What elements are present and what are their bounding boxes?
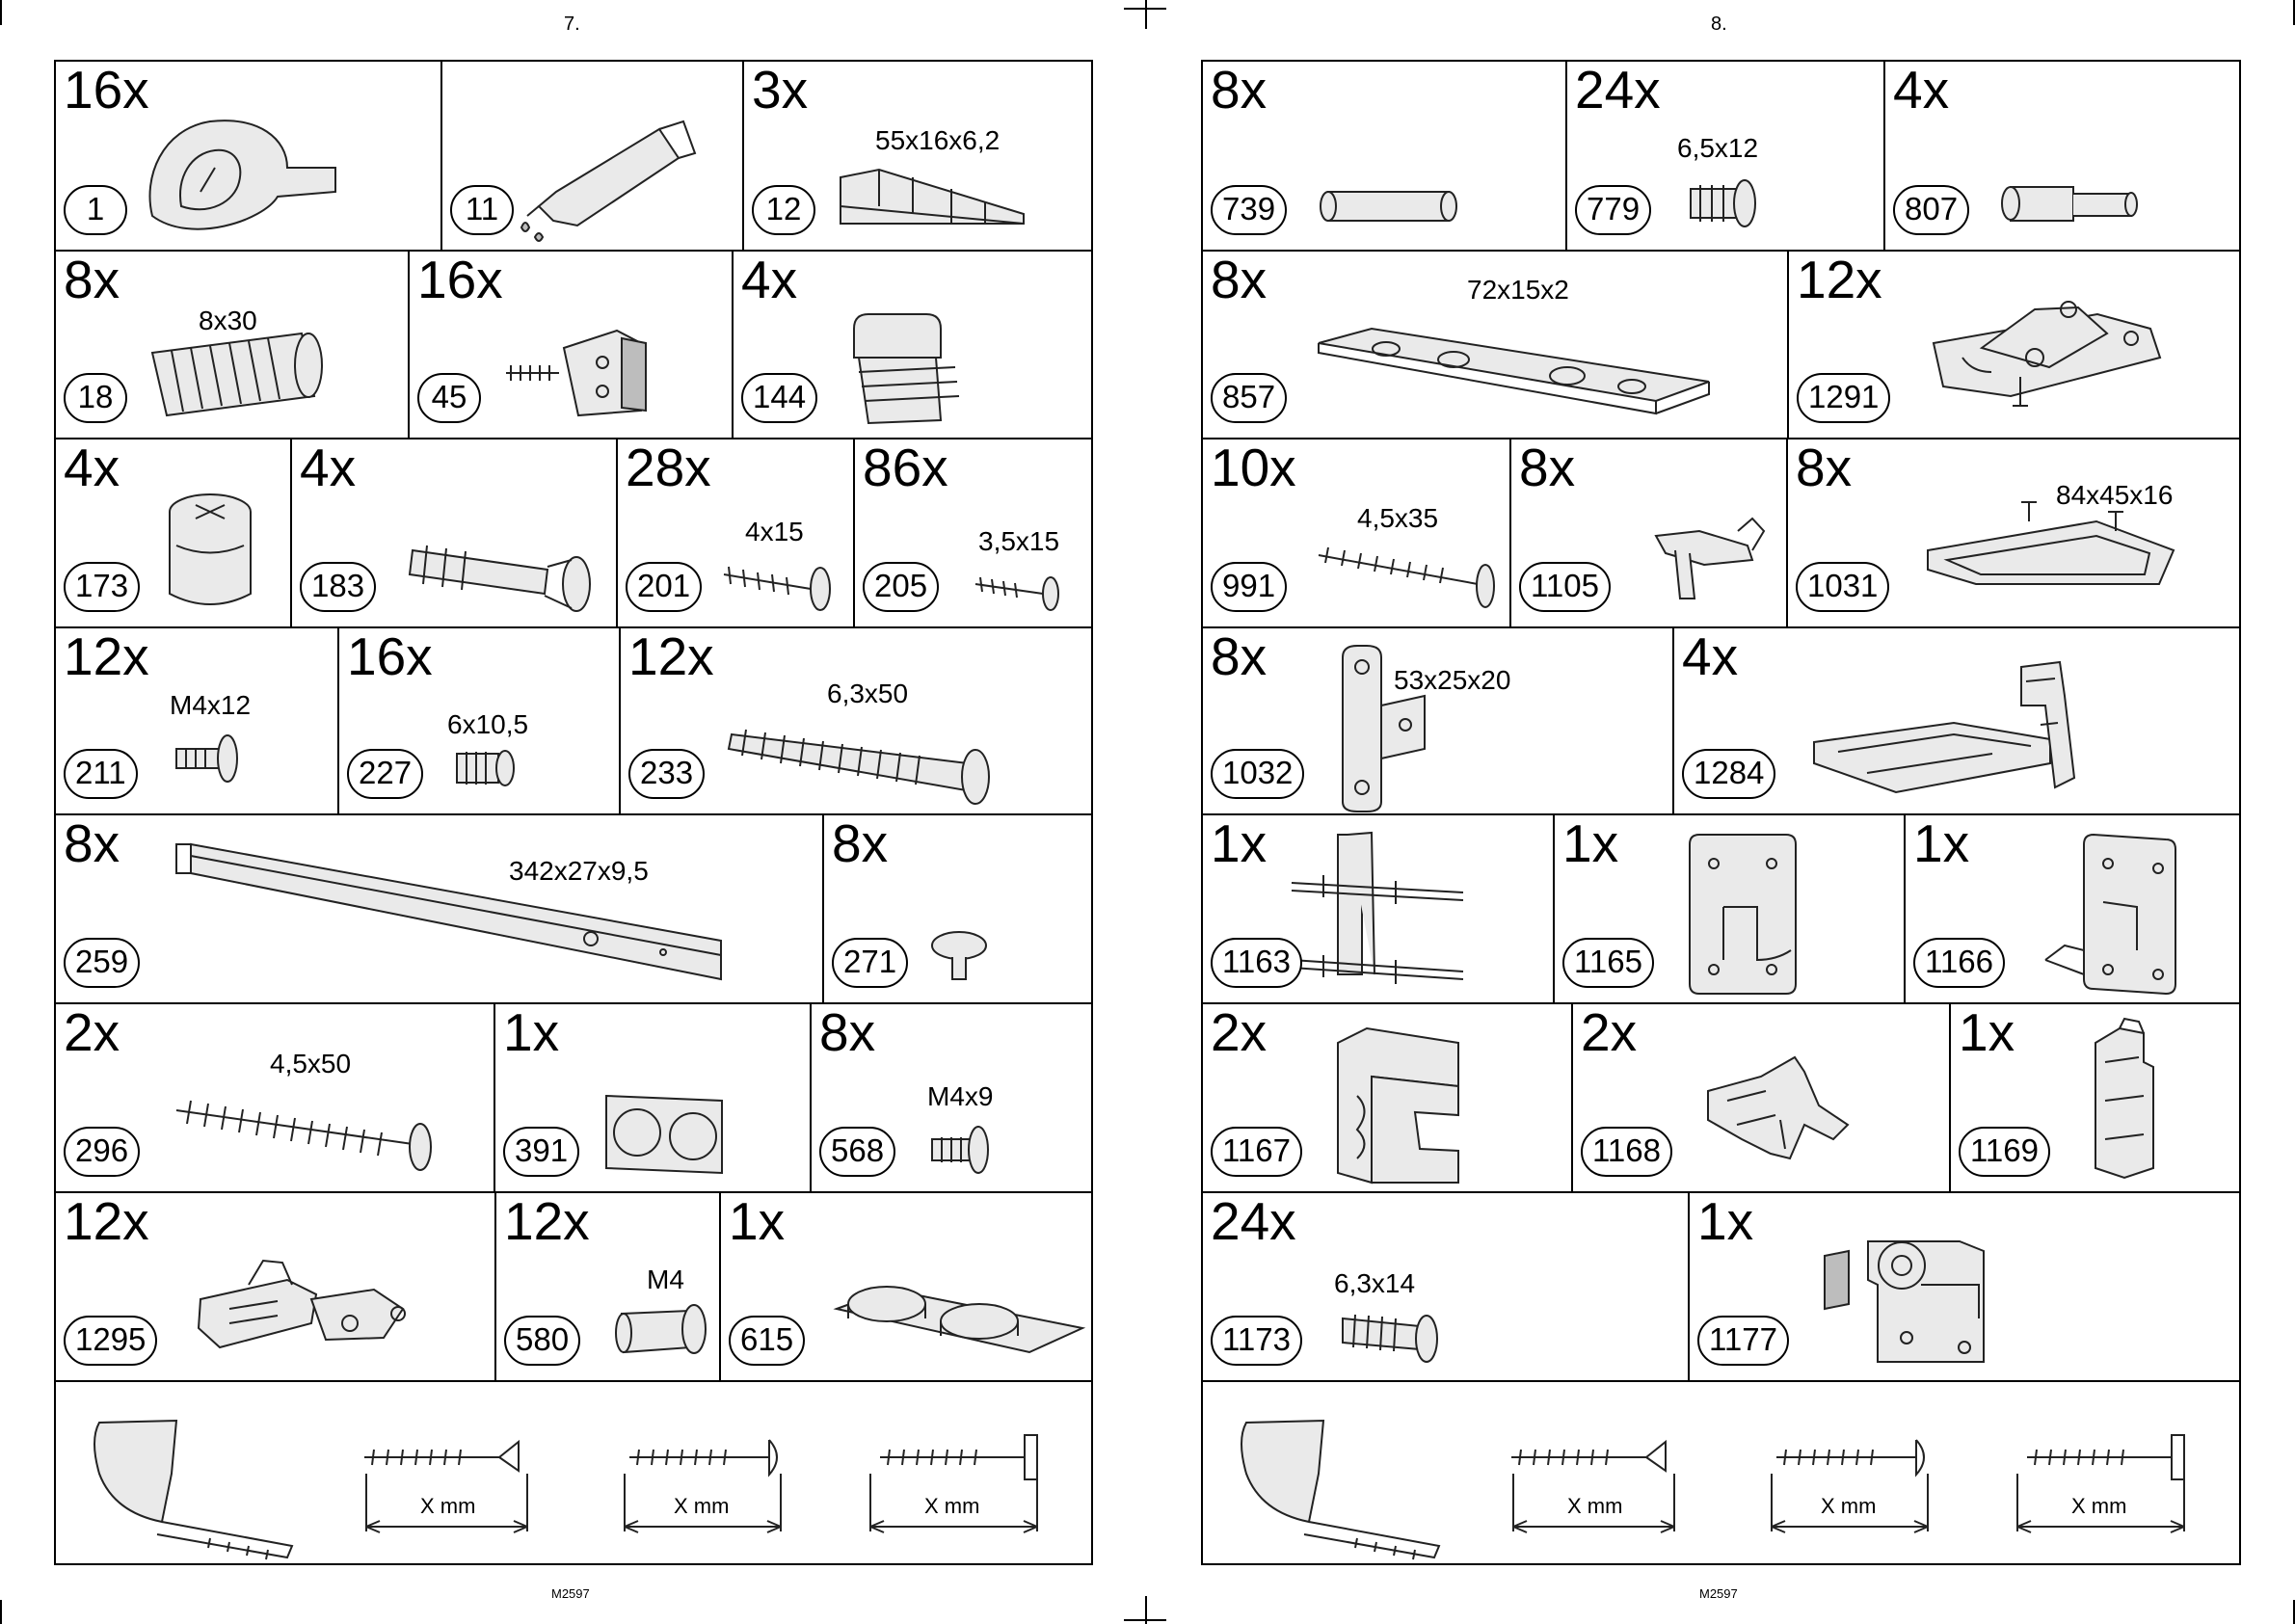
part-number: 739 [1211,185,1287,235]
part-cell [1511,439,1788,626]
part-size: 4,5x35 [1357,503,1439,533]
part-number: 11 [450,185,514,235]
part-number: 391 [503,1127,579,1177]
part-cell [1555,815,1906,1002]
parts-row [56,1004,1091,1193]
measure-label: X mm [1821,1494,1877,1518]
part-cell [1885,62,2239,250]
part-number: 271 [832,938,908,988]
page-number: 7. [564,13,580,35]
parts-row [56,628,1091,815]
part-size: 55x16x6,2 [875,125,1001,155]
corner-mark [0,0,2,25]
part-quantity: 2x [1581,1004,1638,1062]
part-quantity: 86x [863,439,948,497]
part-quantity: 16x [417,252,503,309]
part-cell [1203,1193,1690,1380]
part-quantity: 10x [1211,439,1296,497]
parts-row [56,62,1091,252]
parts-panel-page-8 [1201,60,2241,1565]
part-cell [56,1004,495,1191]
measure-label: X mm [1567,1494,1623,1518]
screw-length-icon [56,1382,1091,1563]
part-number: 211 [64,749,138,799]
part-quantity: 1x [1697,1193,1754,1251]
part-quantity: 8x [1211,252,1268,309]
part-number: 1031 [1796,562,1889,612]
part-number: 233 [628,749,705,799]
measure-label: X mm [2071,1494,2127,1518]
part-number: 580 [504,1316,580,1366]
part-quantity: 16x [64,62,149,120]
part-number: 183 [300,562,376,612]
part-number: 1291 [1797,373,1890,423]
screw-measure-guide [1203,1382,2239,1563]
parts-row [1203,815,2239,1004]
part-size: 6,3x14 [1334,1268,1416,1298]
part-size: 72x15x2 [1467,275,1569,305]
part-quantity: 4x [741,252,798,309]
part-number: 1163 [1211,938,1302,988]
part-number: 1167 [1211,1127,1302,1177]
part-cell [618,439,855,626]
part-quantity: 8x [1796,439,1853,497]
part-quantity: 8x [819,1004,876,1062]
part-number: 1295 [64,1316,157,1366]
part-cell [1567,62,1885,250]
corner-mark [1145,0,1147,29]
page-number: 8. [1711,13,1727,35]
part-quantity: 12x [628,628,714,686]
part-cell [56,1193,496,1380]
part-number: 1169 [1959,1127,2050,1177]
part-size: 6x10,5 [447,709,529,739]
part-quantity: 1x [503,1004,560,1062]
part-size: 6,5x12 [1677,133,1759,163]
part-cell [1203,815,1555,1002]
document-code: M2597 [551,1586,590,1601]
part-quantity: 1x [1913,815,1970,873]
part-size: 342x27x9,5 [509,856,649,886]
parts-row [1203,252,2239,439]
part-size: M4x12 [170,690,252,720]
part-size: 3,5x15 [978,526,1060,556]
part-number: 201 [626,562,702,612]
part-cell [824,815,1091,1002]
part-cell [339,628,621,813]
part-quantity: 1x [1959,1004,2015,1062]
part-quantity: 4x [300,439,357,497]
part-number: 1166 [1913,938,2005,988]
part-cell [56,252,410,438]
part-cell [495,1004,812,1191]
parts-row [56,252,1091,439]
part-number: 259 [64,938,140,988]
corner-mark [0,1600,2,1624]
part-quantity: 2x [1211,1004,1268,1062]
measure-label: X mm [674,1494,730,1518]
part-quantity: 28x [626,439,711,497]
part-quantity: 1x [1562,815,1619,873]
part-quantity: 4x [1682,628,1739,686]
part-size: 6,3x50 [827,679,909,708]
parts-row [1203,628,2239,815]
part-number: 1 [64,185,127,235]
screw-length-icon [1203,1382,2239,1563]
part-cell [1789,252,2239,438]
mounting-plate-icon [1203,252,1789,438]
part-number: 991 [1211,562,1287,612]
part-quantity: 8x [64,815,120,873]
part-cell [1788,439,2239,626]
part-cell [1573,1004,1951,1191]
parts-row [1203,62,2239,252]
corner-mark [1124,1619,1166,1621]
part-quantity: 12x [64,628,149,686]
part-cell [56,628,339,813]
part-cell [1203,252,1789,438]
part-quantity: 24x [1575,62,1661,120]
part-quantity: 1x [1211,815,1268,873]
part-cell [744,62,1091,250]
part-cell [496,1193,721,1380]
parts-row [56,815,1091,1004]
part-quantity: 12x [64,1193,149,1251]
part-quantity: 8x [832,815,889,873]
parts-row [1203,439,2239,628]
part-number: 18 [64,373,127,423]
parts-row [1203,1193,2239,1382]
drawer-rail-icon [56,815,824,1002]
part-cell [442,62,744,250]
part-cell [721,1193,1091,1380]
part-cell [56,439,292,626]
part-number: 173 [64,562,140,612]
part-number: 45 [417,373,481,423]
screw-measure-guide [56,1382,1091,1563]
part-number: 1173 [1211,1316,1302,1366]
part-size: 53x25x20 [1394,665,1511,695]
part-cell [855,439,1091,626]
part-number: 779 [1575,185,1651,235]
part-size: M4 [647,1265,684,1294]
part-quantity: 2x [64,1004,120,1062]
part-number: 227 [347,749,423,799]
part-quantity: 8x [1211,628,1268,686]
part-number: 296 [64,1127,140,1177]
parts-row [56,1193,1091,1382]
part-number: 144 [741,373,817,423]
part-cell [812,1004,1091,1191]
part-cell [1690,1193,2239,1380]
part-quantity: 24x [1211,1193,1296,1251]
part-cell [292,439,618,626]
part-quantity: 4x [1893,62,1950,120]
part-number: 1105 [1519,562,1611,612]
part-quantity: 4x [64,439,120,497]
part-size: M4x9 [927,1081,994,1111]
part-cell [1203,62,1567,250]
part-number: 1177 [1697,1316,1789,1366]
parts-row [1203,1004,2239,1193]
part-cell [1906,815,2239,1002]
part-size: 84x45x16 [2056,480,2174,510]
part-number: 807 [1893,185,1969,235]
measure-label: X mm [924,1494,980,1518]
measure-label: X mm [420,1494,476,1518]
part-quantity: 8x [1211,62,1268,120]
part-quantity: 8x [64,252,120,309]
parts-panel-page-7 [54,60,1093,1565]
part-cell [1674,628,2239,813]
part-cell [621,628,1091,813]
part-cell [1203,1004,1573,1191]
part-cell [56,815,824,1002]
part-cell [410,252,734,438]
part-cell [1951,1004,2239,1191]
part-number: 1032 [1211,749,1304,799]
part-number: 1165 [1562,938,1654,988]
part-quantity: 12x [1797,252,1882,309]
part-quantity: 3x [752,62,809,120]
part-cell [56,62,442,250]
part-cell [1203,439,1511,626]
part-size: 8x30 [199,306,257,335]
part-number: 1284 [1682,749,1775,799]
part-number: 1168 [1581,1127,1672,1177]
part-quantity: 1x [729,1193,786,1251]
corner-mark [1124,8,1166,10]
part-cell [1203,628,1674,813]
part-number: 615 [729,1316,805,1366]
part-quantity: 16x [347,628,433,686]
part-size: 4,5x50 [270,1049,352,1078]
part-size: 4x15 [745,517,804,546]
part-quantity: 12x [504,1193,590,1251]
part-quantity: 8x [1519,439,1576,497]
part-cell [734,252,1091,438]
part-number: 857 [1211,373,1287,423]
document-code: M2597 [1699,1586,1738,1601]
parts-row [56,439,1091,628]
part-number: 12 [752,185,815,235]
part-number: 205 [863,562,939,612]
part-number: 568 [819,1127,895,1177]
